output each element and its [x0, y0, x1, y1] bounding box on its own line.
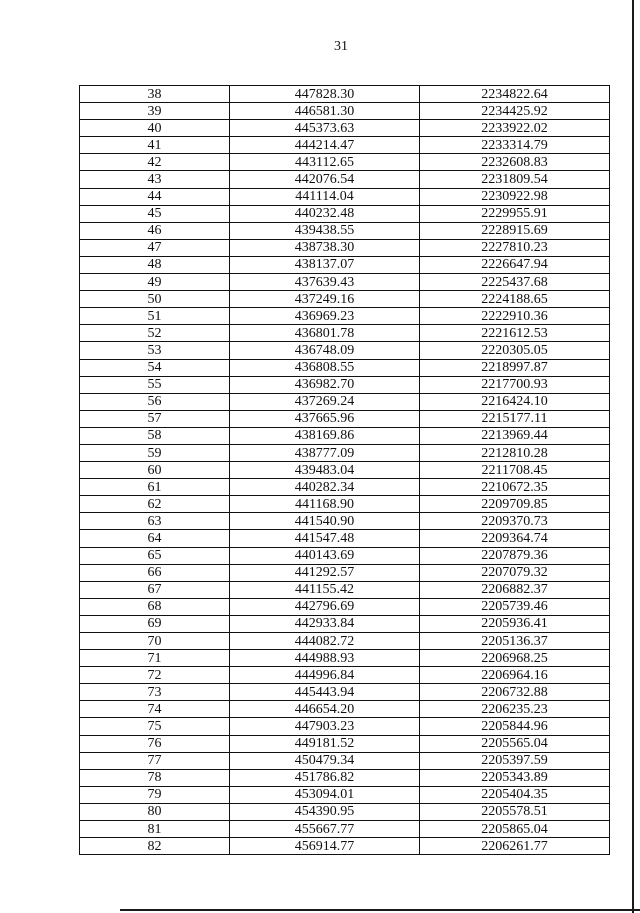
x-coordinate-cell: 447903.23 — [230, 718, 420, 735]
x-coordinate-cell: 436748.09 — [230, 342, 420, 359]
point-number-cell: 71 — [80, 650, 230, 667]
table-row — [80, 701, 610, 718]
point-number-cell: 57 — [80, 410, 230, 427]
table-row — [80, 325, 610, 342]
x-coordinate-cell: 444082.72 — [230, 633, 420, 650]
y-coordinate-cell: 2221612.53 — [420, 325, 610, 342]
table-row — [80, 154, 610, 171]
table-row — [80, 239, 610, 256]
point-number-cell: 61 — [80, 479, 230, 496]
table-row — [80, 735, 610, 752]
page-number: 31 — [334, 39, 348, 54]
x-coordinate-cell: 440143.69 — [230, 547, 420, 564]
table-row — [80, 342, 610, 359]
x-coordinate-cell: 438137.07 — [230, 256, 420, 273]
y-coordinate-cell: 2206235.23 — [420, 701, 610, 718]
point-number-cell: 55 — [80, 376, 230, 393]
y-coordinate-cell: 2220305.05 — [420, 342, 610, 359]
x-coordinate-cell: 454390.95 — [230, 803, 420, 820]
y-coordinate-cell: 2226647.94 — [420, 256, 610, 273]
table-row — [80, 752, 610, 769]
point-number-cell: 49 — [80, 274, 230, 291]
x-coordinate-cell: 438738.30 — [230, 239, 420, 256]
y-coordinate-cell: 2205343.89 — [420, 769, 610, 786]
y-coordinate-cell: 2205397.59 — [420, 752, 610, 769]
point-number-cell: 40 — [80, 120, 230, 137]
point-number-cell: 80 — [80, 803, 230, 820]
y-coordinate-cell: 2207079.32 — [420, 564, 610, 581]
table-row — [80, 205, 610, 222]
x-coordinate-cell: 456914.77 — [230, 838, 420, 855]
point-number-cell: 44 — [80, 188, 230, 205]
y-coordinate-cell: 2228915.69 — [420, 222, 610, 239]
table-row — [80, 462, 610, 479]
table-row — [80, 769, 610, 786]
point-number-cell: 69 — [80, 615, 230, 632]
x-coordinate-cell: 442796.69 — [230, 598, 420, 615]
x-coordinate-cell: 438777.09 — [230, 444, 420, 461]
table-row — [80, 308, 610, 325]
table-row — [80, 513, 610, 530]
x-coordinate-cell: 444214.47 — [230, 137, 420, 154]
point-number-cell: 75 — [80, 718, 230, 735]
x-coordinate-cell: 446581.30 — [230, 103, 420, 120]
point-number-cell: 62 — [80, 496, 230, 513]
table-row — [80, 410, 610, 427]
table-row — [80, 256, 610, 273]
y-coordinate-cell: 2206968.25 — [420, 650, 610, 667]
y-coordinate-cell: 2216424.10 — [420, 393, 610, 410]
table-row — [80, 103, 610, 120]
x-coordinate-cell: 455667.77 — [230, 821, 420, 838]
table-row — [80, 86, 610, 103]
point-number-cell: 53 — [80, 342, 230, 359]
y-coordinate-cell: 2205565.04 — [420, 735, 610, 752]
point-number-cell: 43 — [80, 171, 230, 188]
table-row — [80, 598, 610, 615]
x-coordinate-cell: 441168.90 — [230, 496, 420, 513]
y-coordinate-cell: 2206261.77 — [420, 838, 610, 855]
table-row — [80, 137, 610, 154]
y-coordinate-cell: 2224188.65 — [420, 291, 610, 308]
table-row — [80, 564, 610, 581]
x-coordinate-cell: 443112.65 — [230, 154, 420, 171]
point-number-cell: 50 — [80, 291, 230, 308]
y-coordinate-cell: 2225437.68 — [420, 274, 610, 291]
x-coordinate-cell: 437639.43 — [230, 274, 420, 291]
y-coordinate-cell: 2205136.37 — [420, 633, 610, 650]
point-number-cell: 73 — [80, 684, 230, 701]
table-row — [80, 615, 610, 632]
point-number-cell: 60 — [80, 462, 230, 479]
x-coordinate-cell: 436969.23 — [230, 308, 420, 325]
x-coordinate-cell: 439483.04 — [230, 462, 420, 479]
x-coordinate-cell: 447828.30 — [230, 86, 420, 103]
y-coordinate-cell: 2205844.96 — [420, 718, 610, 735]
scan-edge-bottom — [120, 909, 640, 911]
y-coordinate-cell: 2233314.79 — [420, 137, 610, 154]
coordinates-table-body — [80, 86, 610, 855]
y-coordinate-cell: 2205739.46 — [420, 598, 610, 615]
table-row — [80, 650, 610, 667]
y-coordinate-cell: 2222910.36 — [420, 308, 610, 325]
point-number-cell: 51 — [80, 308, 230, 325]
table-row — [80, 821, 610, 838]
point-number-cell: 72 — [80, 667, 230, 684]
table-row — [80, 479, 610, 496]
x-coordinate-cell: 442933.84 — [230, 615, 420, 632]
table-row — [80, 667, 610, 684]
point-number-cell: 74 — [80, 701, 230, 718]
y-coordinate-cell: 2234822.64 — [420, 86, 610, 103]
y-coordinate-cell: 2209364.74 — [420, 530, 610, 547]
y-coordinate-cell: 2206882.37 — [420, 581, 610, 598]
x-coordinate-cell: 441547.48 — [230, 530, 420, 547]
table-row — [80, 291, 610, 308]
x-coordinate-cell: 449181.52 — [230, 735, 420, 752]
x-coordinate-cell: 444988.93 — [230, 650, 420, 667]
y-coordinate-cell: 2217700.93 — [420, 376, 610, 393]
x-coordinate-cell: 436808.55 — [230, 359, 420, 376]
x-coordinate-cell: 440232.48 — [230, 205, 420, 222]
point-number-cell: 82 — [80, 838, 230, 855]
point-number-cell: 64 — [80, 530, 230, 547]
scan-edge-right — [632, 0, 634, 913]
y-coordinate-cell: 2232608.83 — [420, 154, 610, 171]
x-coordinate-cell: 437665.96 — [230, 410, 420, 427]
y-coordinate-cell: 2218997.87 — [420, 359, 610, 376]
y-coordinate-cell: 2231809.54 — [420, 171, 610, 188]
y-coordinate-cell: 2205936.41 — [420, 615, 610, 632]
point-number-cell: 77 — [80, 752, 230, 769]
table-row — [80, 359, 610, 376]
y-coordinate-cell: 2205578.51 — [420, 803, 610, 820]
point-number-cell: 78 — [80, 769, 230, 786]
y-coordinate-cell: 2210672.35 — [420, 479, 610, 496]
y-coordinate-cell: 2205404.35 — [420, 786, 610, 803]
table-row — [80, 684, 610, 701]
x-coordinate-cell: 441114.04 — [230, 188, 420, 205]
x-coordinate-cell: 440282.34 — [230, 479, 420, 496]
point-number-cell: 46 — [80, 222, 230, 239]
point-number-cell: 38 — [80, 86, 230, 103]
point-number-cell: 79 — [80, 786, 230, 803]
point-number-cell: 45 — [80, 205, 230, 222]
y-coordinate-cell: 2206964.16 — [420, 667, 610, 684]
point-number-cell: 68 — [80, 598, 230, 615]
table-row — [80, 633, 610, 650]
point-number-cell: 42 — [80, 154, 230, 171]
x-coordinate-cell: 439438.55 — [230, 222, 420, 239]
table-row — [80, 376, 610, 393]
x-coordinate-cell: 441540.90 — [230, 513, 420, 530]
table-row — [80, 803, 610, 820]
table-row — [80, 786, 610, 803]
x-coordinate-cell: 451786.82 — [230, 769, 420, 786]
table-row — [80, 581, 610, 598]
point-number-cell: 70 — [80, 633, 230, 650]
x-coordinate-cell: 438169.86 — [230, 427, 420, 444]
x-coordinate-cell: 441155.42 — [230, 581, 420, 598]
y-coordinate-cell: 2209370.73 — [420, 513, 610, 530]
x-coordinate-cell: 445443.94 — [230, 684, 420, 701]
x-coordinate-cell: 437249.16 — [230, 291, 420, 308]
y-coordinate-cell: 2230922.98 — [420, 188, 610, 205]
y-coordinate-cell: 2229955.91 — [420, 205, 610, 222]
table-row — [80, 171, 610, 188]
table-row — [80, 530, 610, 547]
x-coordinate-cell: 437269.24 — [230, 393, 420, 410]
point-number-cell: 47 — [80, 239, 230, 256]
point-number-cell: 59 — [80, 444, 230, 461]
y-coordinate-cell: 2205865.04 — [420, 821, 610, 838]
point-number-cell: 76 — [80, 735, 230, 752]
point-number-cell: 39 — [80, 103, 230, 120]
table-row — [80, 393, 610, 410]
x-coordinate-cell: 444996.84 — [230, 667, 420, 684]
point-number-cell: 54 — [80, 359, 230, 376]
y-coordinate-cell: 2212810.28 — [420, 444, 610, 461]
y-coordinate-cell: 2206732.88 — [420, 684, 610, 701]
table-row — [80, 444, 610, 461]
y-coordinate-cell: 2215177.11 — [420, 410, 610, 427]
x-coordinate-cell: 453094.01 — [230, 786, 420, 803]
x-coordinate-cell: 442076.54 — [230, 171, 420, 188]
x-coordinate-cell: 441292.57 — [230, 564, 420, 581]
point-number-cell: 58 — [80, 427, 230, 444]
point-number-cell: 48 — [80, 256, 230, 273]
y-coordinate-cell: 2211708.45 — [420, 462, 610, 479]
table-row — [80, 120, 610, 137]
table-row — [80, 274, 610, 291]
x-coordinate-cell: 445373.63 — [230, 120, 420, 137]
point-number-cell: 63 — [80, 513, 230, 530]
point-number-cell: 56 — [80, 393, 230, 410]
table-row — [80, 427, 610, 444]
coordinates-table — [79, 85, 610, 855]
point-number-cell: 65 — [80, 547, 230, 564]
y-coordinate-cell: 2227810.23 — [420, 239, 610, 256]
table-row — [80, 718, 610, 735]
y-coordinate-cell: 2213969.44 — [420, 427, 610, 444]
point-number-cell: 67 — [80, 581, 230, 598]
table-row — [80, 496, 610, 513]
point-number-cell: 81 — [80, 821, 230, 838]
table-row — [80, 222, 610, 239]
x-coordinate-cell: 446654.20 — [230, 701, 420, 718]
table-row — [80, 188, 610, 205]
point-number-cell: 52 — [80, 325, 230, 342]
x-coordinate-cell: 436982.70 — [230, 376, 420, 393]
y-coordinate-cell: 2233922.02 — [420, 120, 610, 137]
point-number-cell: 41 — [80, 137, 230, 154]
table-row — [80, 547, 610, 564]
point-number-cell: 66 — [80, 564, 230, 581]
y-coordinate-cell: 2207879.36 — [420, 547, 610, 564]
x-coordinate-cell: 450479.34 — [230, 752, 420, 769]
x-coordinate-cell: 436801.78 — [230, 325, 420, 342]
table-row — [80, 838, 610, 855]
y-coordinate-cell: 2234425.92 — [420, 103, 610, 120]
y-coordinate-cell: 2209709.85 — [420, 496, 610, 513]
